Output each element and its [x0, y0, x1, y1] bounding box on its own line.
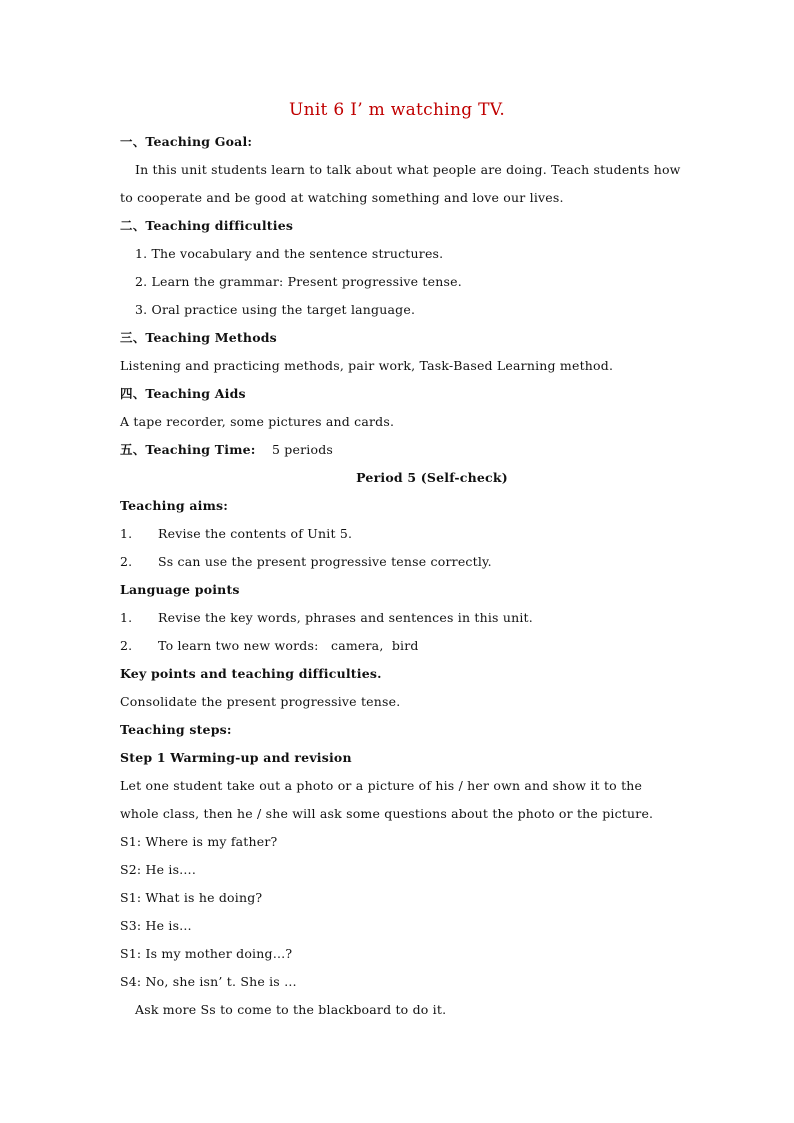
language-item-number: 1.: [120, 610, 133, 625]
dialogue-line-2: S2: He is….: [120, 862, 197, 877]
step1-text-line-2: whole class, then he / she will ask some questions about the photo or the picture.: [120, 806, 654, 821]
methods-heading: 三、Teaching Methods: [120, 330, 277, 345]
language-item-text: To learn two new words: camera, bird: [158, 638, 419, 653]
language-heading: Language points: [120, 582, 240, 597]
language-item-text: Revise the key words, phrases and sentences in this unit.: [158, 610, 533, 625]
dialogue-line-5: S1: Is my mother doing…?: [120, 946, 293, 961]
difficulties-heading: 二、Teaching difficulties: [120, 218, 294, 233]
aim-item-text: Ss can use the present progressive tense correctly.: [158, 554, 492, 569]
keypoints-heading: Key points and teaching difficulties.: [120, 666, 382, 681]
methods-text: Listening and practicing methods, pair work, Task-Based Learning method.: [120, 358, 614, 373]
aim-item-number: 2.: [120, 554, 133, 569]
aim-item-text: Revise the contents of Unit 5.: [158, 526, 353, 541]
time-line: [120, 442, 333, 458]
aim-item-number: 1.: [120, 526, 133, 541]
period-heading: Period 5 (Self-check): [356, 470, 508, 485]
aims-heading: Teaching aims:: [120, 498, 229, 513]
language-item-2: [120, 638, 419, 654]
goal-text-line-2: to cooperate and be good at watching something and love our lives.: [120, 190, 564, 205]
aids-text: A tape recorder, some pictures and cards.: [120, 414, 395, 429]
difficulty-item-3: 3. Oral practice using the target language.: [135, 302, 416, 317]
difficulty-item-2: 2. Learn the grammar: Present progressive tense.: [135, 274, 462, 289]
closing-text: Ask more Ss to come to the blackboard to do it.: [135, 1002, 447, 1017]
language-item-number: 2.: [120, 638, 133, 653]
time-heading: 五、Teaching Time:: [120, 442, 256, 457]
dialogue-line-4: S3: He is…: [120, 918, 192, 933]
goal-heading: 一、Teaching Goal:: [120, 134, 253, 149]
goal-text-line-1: In this unit students learn to talk about what people are doing. Teach students how: [135, 162, 681, 177]
dialogue-line-6: S4: No, she isn’ t. She is …: [120, 974, 297, 989]
dialogue-line-1: S1: Where is my father?: [120, 834, 278, 849]
page-title: Unit 6 I’ m watching TV.: [288, 100, 506, 120]
steps-heading: Teaching steps:: [120, 722, 232, 737]
aim-item-1: [120, 526, 352, 542]
language-item-1: [120, 610, 533, 626]
aim-item-2: [120, 554, 492, 570]
aids-heading: 四、Teaching Aids: [120, 386, 246, 401]
keypoints-text: Consolidate the present progressive tense.: [120, 694, 401, 709]
step1-text-line-1: Let one student take out a photo or a picture of his / her own and show it to the: [120, 778, 643, 793]
dialogue-line-3: S1: What is he doing?: [120, 890, 263, 905]
time-value: 5 periods: [271, 442, 334, 457]
step1-heading: Step 1 Warming-up and revision: [120, 750, 352, 765]
difficulty-item-1: 1. The vocabulary and the sentence structures.: [135, 246, 444, 261]
